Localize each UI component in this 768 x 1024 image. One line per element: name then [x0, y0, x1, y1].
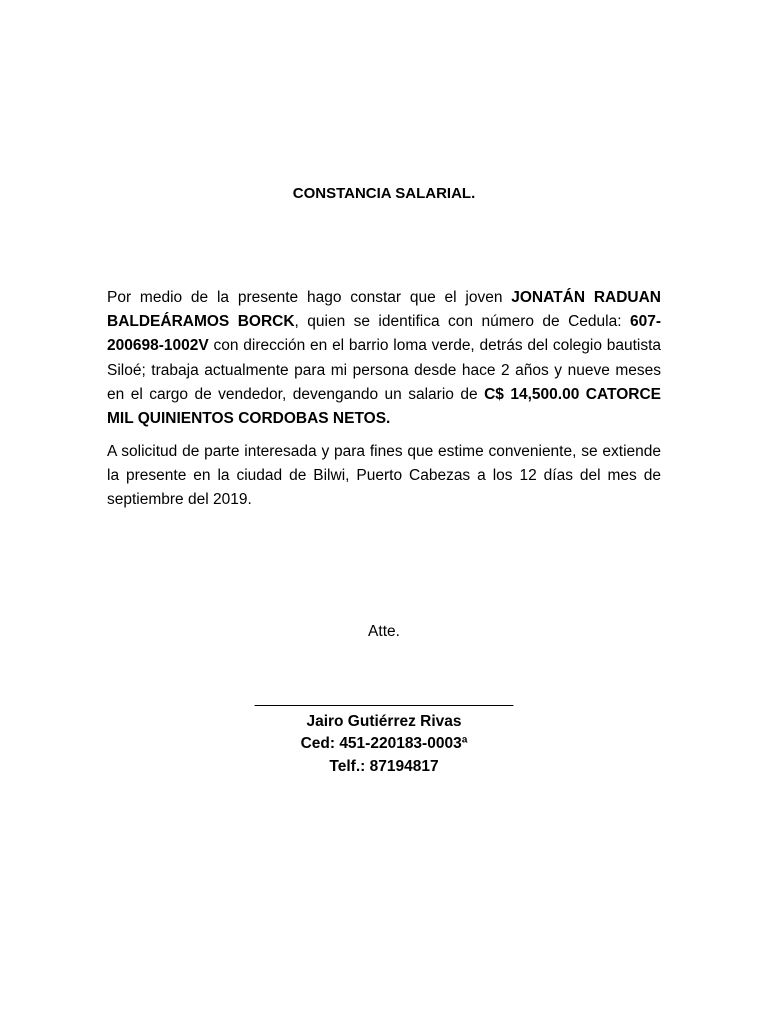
employee-cedula: 607-200698-1002V — [107, 313, 661, 355]
salary-amount: C$ 14,500.00 CATORCE MIL QUINIENTOS CORDOBAS NETOS. — [107, 385, 662, 428]
employee-name: JONATÁN RADUAN BALDEÁRAMOS BORCK — [107, 289, 661, 331]
issuance-text: A solicitud de parte interesada y para fines que estime conveniente, se extiende la presente en la ciudad de Bilwi, Puerto Cabezas a los 12 días del mes de septiembre del 2019. — [107, 443, 661, 509]
signer-phone: Telf.: 87194817 — [329, 757, 439, 775]
signer-cedula: Ced: 451-220183-0003ª — [300, 735, 468, 752]
signature-block — [0, 688, 768, 778]
paragraph-certification — [107, 286, 661, 431]
paragraph-text: , quien se identifica con número de Cedula: — [294, 313, 630, 331]
document-title: CONSTANCIA SALARIAL. — [292, 185, 476, 202]
closing-text: Atte. — [368, 623, 400, 640]
paragraph-issuance — [107, 440, 661, 513]
signer-name: Jairo Gutiérrez Rivas — [306, 712, 462, 730]
paragraph-text: Por medio de la presente hago constar que el joven — [107, 289, 512, 306]
signature-line: ______________________________ — [254, 690, 514, 707]
paragraph-text: con dirección en el barrio loma verde, detrás del colegio bautista Siloé; trabaja actualmente para mi persona desde hace 2 años y nueve meses en el cargo de vendedor, devengando un salario de — [107, 337, 661, 403]
